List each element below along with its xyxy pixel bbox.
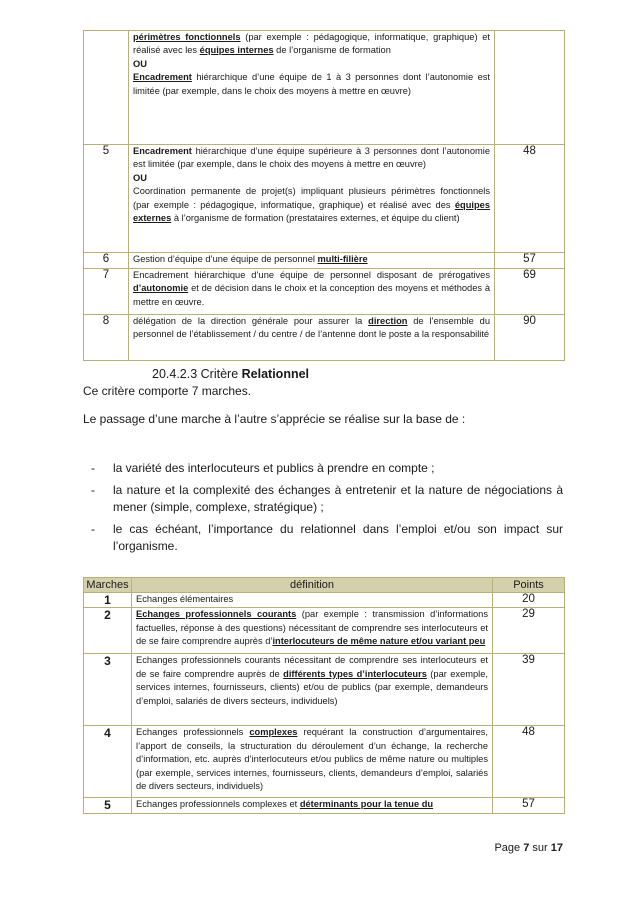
- definition-cell: Echanges élémentaires: [132, 593, 493, 608]
- header-points: Points: [493, 578, 565, 593]
- bullet-item: - le cas échéant, l’importance du relationnel dans l’emploi et/ou son impact sur l’organisme.: [91, 522, 563, 553]
- marche-cell: 6: [84, 253, 129, 269]
- points-cell: 57: [495, 253, 565, 269]
- page-footer: Page 7 sur 17: [494, 842, 563, 854]
- definition-cell: Echanges professionnels complexes et déterminants pour la tenue du: [132, 798, 493, 814]
- marche-cell: 8: [84, 315, 129, 361]
- marche-cell: 2: [84, 608, 132, 654]
- table-row: [84, 593, 565, 608]
- points-cell: 48: [493, 726, 565, 798]
- points-cell: 29: [493, 608, 565, 654]
- definition-cell: Encadrement hiérarchique d’une équipe supérieure à 3 personnes dont l’autonomie est limitée (par exemple, dans le choix des moyens à mettre en œuvre) OU Coordination permanente de projet(s) impliquant plusieurs périmètres fonctionnels (par exemple : pédagogique, informatique, graphique) et réalisé avec des équipes externes à l’organisme de formation (prestataires externes, et équipe du client): [129, 145, 495, 253]
- header-marches: Marches: [84, 578, 132, 593]
- section-heading: 20.4.2.3 Critère Relationnel: [152, 367, 310, 381]
- definition-cell: Echanges professionnels complexes requérant la construction d’argumentaires, l’apport de conseils, la structuration du déroulement d’un échange, la recherche d’information, etc. auprès d’interlocuteurs et/ou publics de même nature ou multiples (par exemple, services internes, fournisseurs, clients, demandeurs d’emploi, salariés de divers secteurs, individuels): [132, 726, 493, 798]
- points-cell: 69: [495, 269, 565, 315]
- marche-cell: 1: [84, 593, 132, 608]
- marche-cell: 4: [84, 726, 132, 798]
- table-row: [84, 608, 565, 654]
- table-row: [84, 145, 565, 253]
- table-row: [84, 269, 565, 315]
- definition-cell: Encadrement hiérarchique d’une équipe de personnel disposant de prérogatives d’autonomie et de décision dans le choix et la conception des moyens et méthodes à mettre en œuvre.: [129, 269, 495, 315]
- table-row: [84, 654, 565, 726]
- points-cell: 39: [493, 654, 565, 726]
- table-row: [84, 253, 565, 269]
- definition-cell: périmètres fonctionnels (par exemple : pédagogique, informatique, graphique) et réalisé avec les équipes internes de l’organisme de formation OU Encadrement hiérarchique d’une équipe de 1 à 3 personnes dont l’autonomie est limitée (par exemple, dans le choix des moyens à mettre en œuvre): [129, 31, 495, 145]
- points-cell: [495, 31, 565, 145]
- points-cell: 57: [493, 798, 565, 814]
- bullet-item: - la nature et la complexité des échanges à entretenir et la nature de négociations à mener (simple, complexe, stratégique) ;: [91, 483, 563, 514]
- definition-cell: délégation de la direction générale pour assurer la direction de l’ensemble du personnel de l’établissement / du centre / de l’antenne dont le poste a la responsabilité: [129, 315, 495, 361]
- marche-cell: 7: [84, 269, 129, 315]
- table-row: [84, 315, 565, 361]
- intro-text: Ce critère comporte 7 marches.: [83, 384, 252, 398]
- definition-cell: Gestion d’équipe d’une équipe de personnel multi-filière: [129, 253, 495, 269]
- definition-cell: Echanges professionnels courants nécessitant de comprendre ses interlocuteurs et de se faire comprendre auprès de différents types d’interlocuteurs (par exemple, services internes, fournisseurs, clients) et/ou de publics (par exemple, demandeurs d’emploi, salariés de divers secteurs, individuels): [132, 654, 493, 726]
- table-row: [84, 31, 565, 145]
- marche-cell: 5: [84, 145, 129, 253]
- points-cell: 20: [493, 593, 565, 608]
- basis-text: Le passage d’une marche à l’autre s’apprécie se réalise sur la base de :: [83, 412, 466, 426]
- bullet-item: - la variété des interlocuteurs et publics à prendre en compte ;: [91, 461, 435, 475]
- criteria-table-relationnel: [83, 577, 565, 814]
- marche-cell: 3: [84, 654, 132, 726]
- marche-cell: [84, 31, 129, 145]
- definition-cell: Echanges professionnels courants (par exemple : transmission d’informations factuelles, réponse à des questions) nécessitant de comprendre ses interlocuteurs et de se faire comprendre auprès d’interlocuteurs de même nature et/ou variant peu: [132, 608, 493, 654]
- points-cell: 90: [495, 315, 565, 361]
- header-definition: définition: [132, 578, 493, 593]
- table-row: [84, 726, 565, 798]
- points-cell: 48: [495, 145, 565, 253]
- bullet-list: [83, 460, 563, 560]
- criteria-table-management: [83, 30, 565, 361]
- table-row: [84, 798, 565, 814]
- marche-cell: 5: [84, 798, 132, 814]
